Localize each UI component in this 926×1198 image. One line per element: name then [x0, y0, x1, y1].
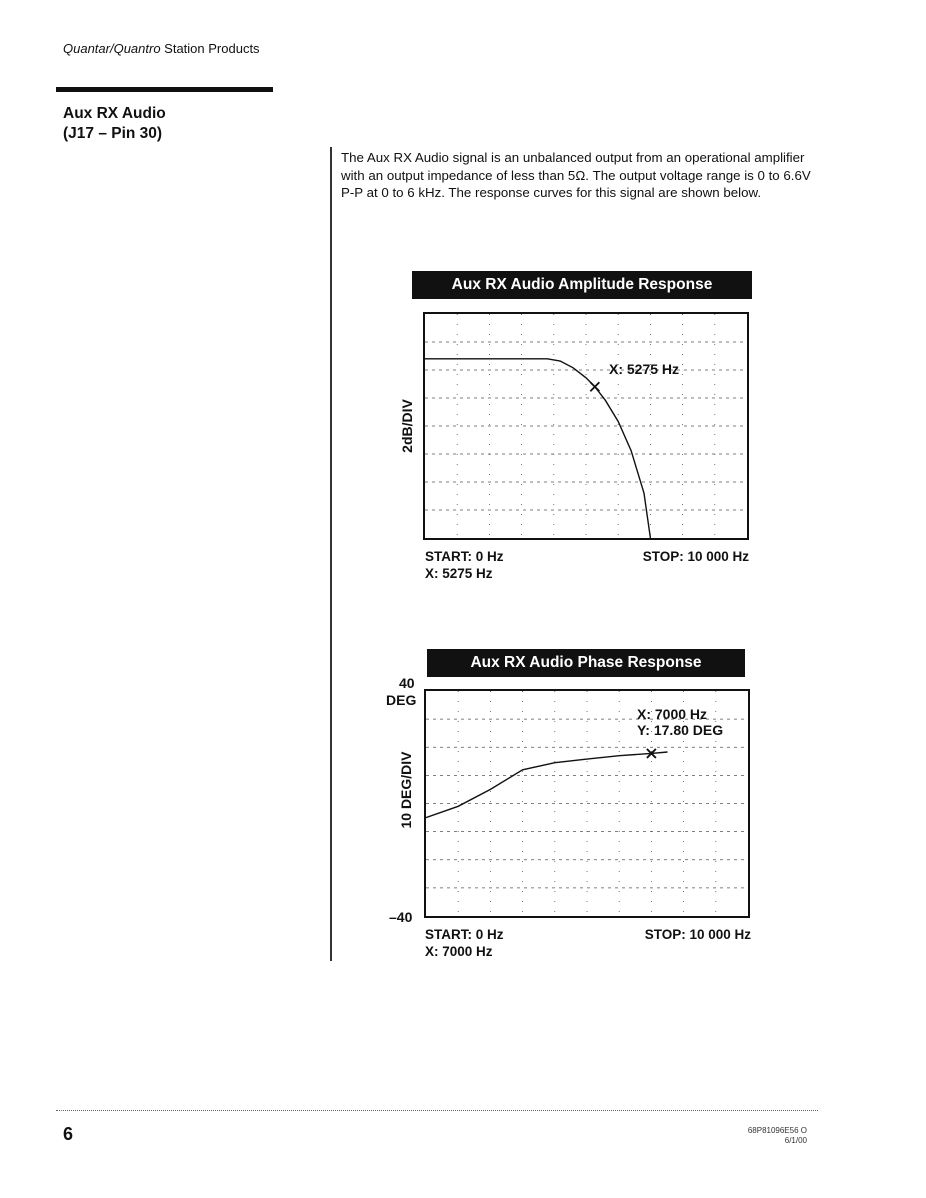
header-brand-italic: Quantar/Quantro [63, 41, 161, 56]
section-rule [56, 87, 273, 92]
page-number: 6 [63, 1124, 74, 1144]
header-brand-rest: Station Products [160, 41, 260, 56]
phase-marker-x-readout: X: 7000 Hz [637, 706, 708, 722]
amplitude-stop-label: STOP: 10 000 Hz [642, 549, 749, 564]
document-number: 68P81096E56 O [747, 1126, 807, 1135]
running-header [63, 41, 260, 56]
amplitude-marker-readout: X: 5275 Hz [609, 361, 680, 377]
phase-x-readout: X: 7000 Hz [425, 944, 493, 959]
phase-y-top-label: 40 [399, 675, 415, 691]
amplitude-plot [423, 312, 749, 540]
phase-chart-title: Aux RX Audio Phase Response [427, 649, 745, 677]
phase-series-line [426, 752, 668, 818]
margin-divider [330, 147, 332, 961]
amplitude-x-readout: X: 5275 Hz [425, 566, 493, 581]
phase-marker-y-readout: Y: 17.80 DEG [637, 722, 724, 738]
document-id [748, 1126, 807, 1146]
amplitude-plot-svg [425, 314, 747, 538]
section-title [63, 104, 166, 144]
document-date: 6/1/00 [784, 1136, 807, 1145]
amplitude-y-axis-label: 2dB/DIV [399, 399, 415, 453]
amplitude-start-label: START: 0 Hz [425, 549, 504, 564]
phase-stop-label: STOP: 10 000 Hz [644, 927, 751, 942]
phase-y-top-unit: DEG [386, 692, 417, 708]
phase-y-bottom-label: –40 [389, 909, 413, 925]
amplitude-chart-title: Aux RX Audio Amplitude Response [412, 271, 752, 299]
section-title-line2: (J17 – Pin 30) [63, 125, 163, 142]
amplitude-series-line [425, 359, 650, 538]
body-paragraph: The Aux RX Audio signal is an unbalanced output from an operational amplifier with an output impedance of less than 5Ω. The output voltage range is 0 to 6.6V P-P at 0 to 6 kHz. The response curves for this signal are shown below. [341, 150, 811, 200]
phase-y-axis-label: 10 DEG/DIV [398, 751, 414, 829]
footer-rule [56, 1110, 818, 1111]
section-title-line1: Aux RX Audio [63, 105, 166, 122]
phase-start-label: START: 0 Hz [425, 927, 504, 942]
